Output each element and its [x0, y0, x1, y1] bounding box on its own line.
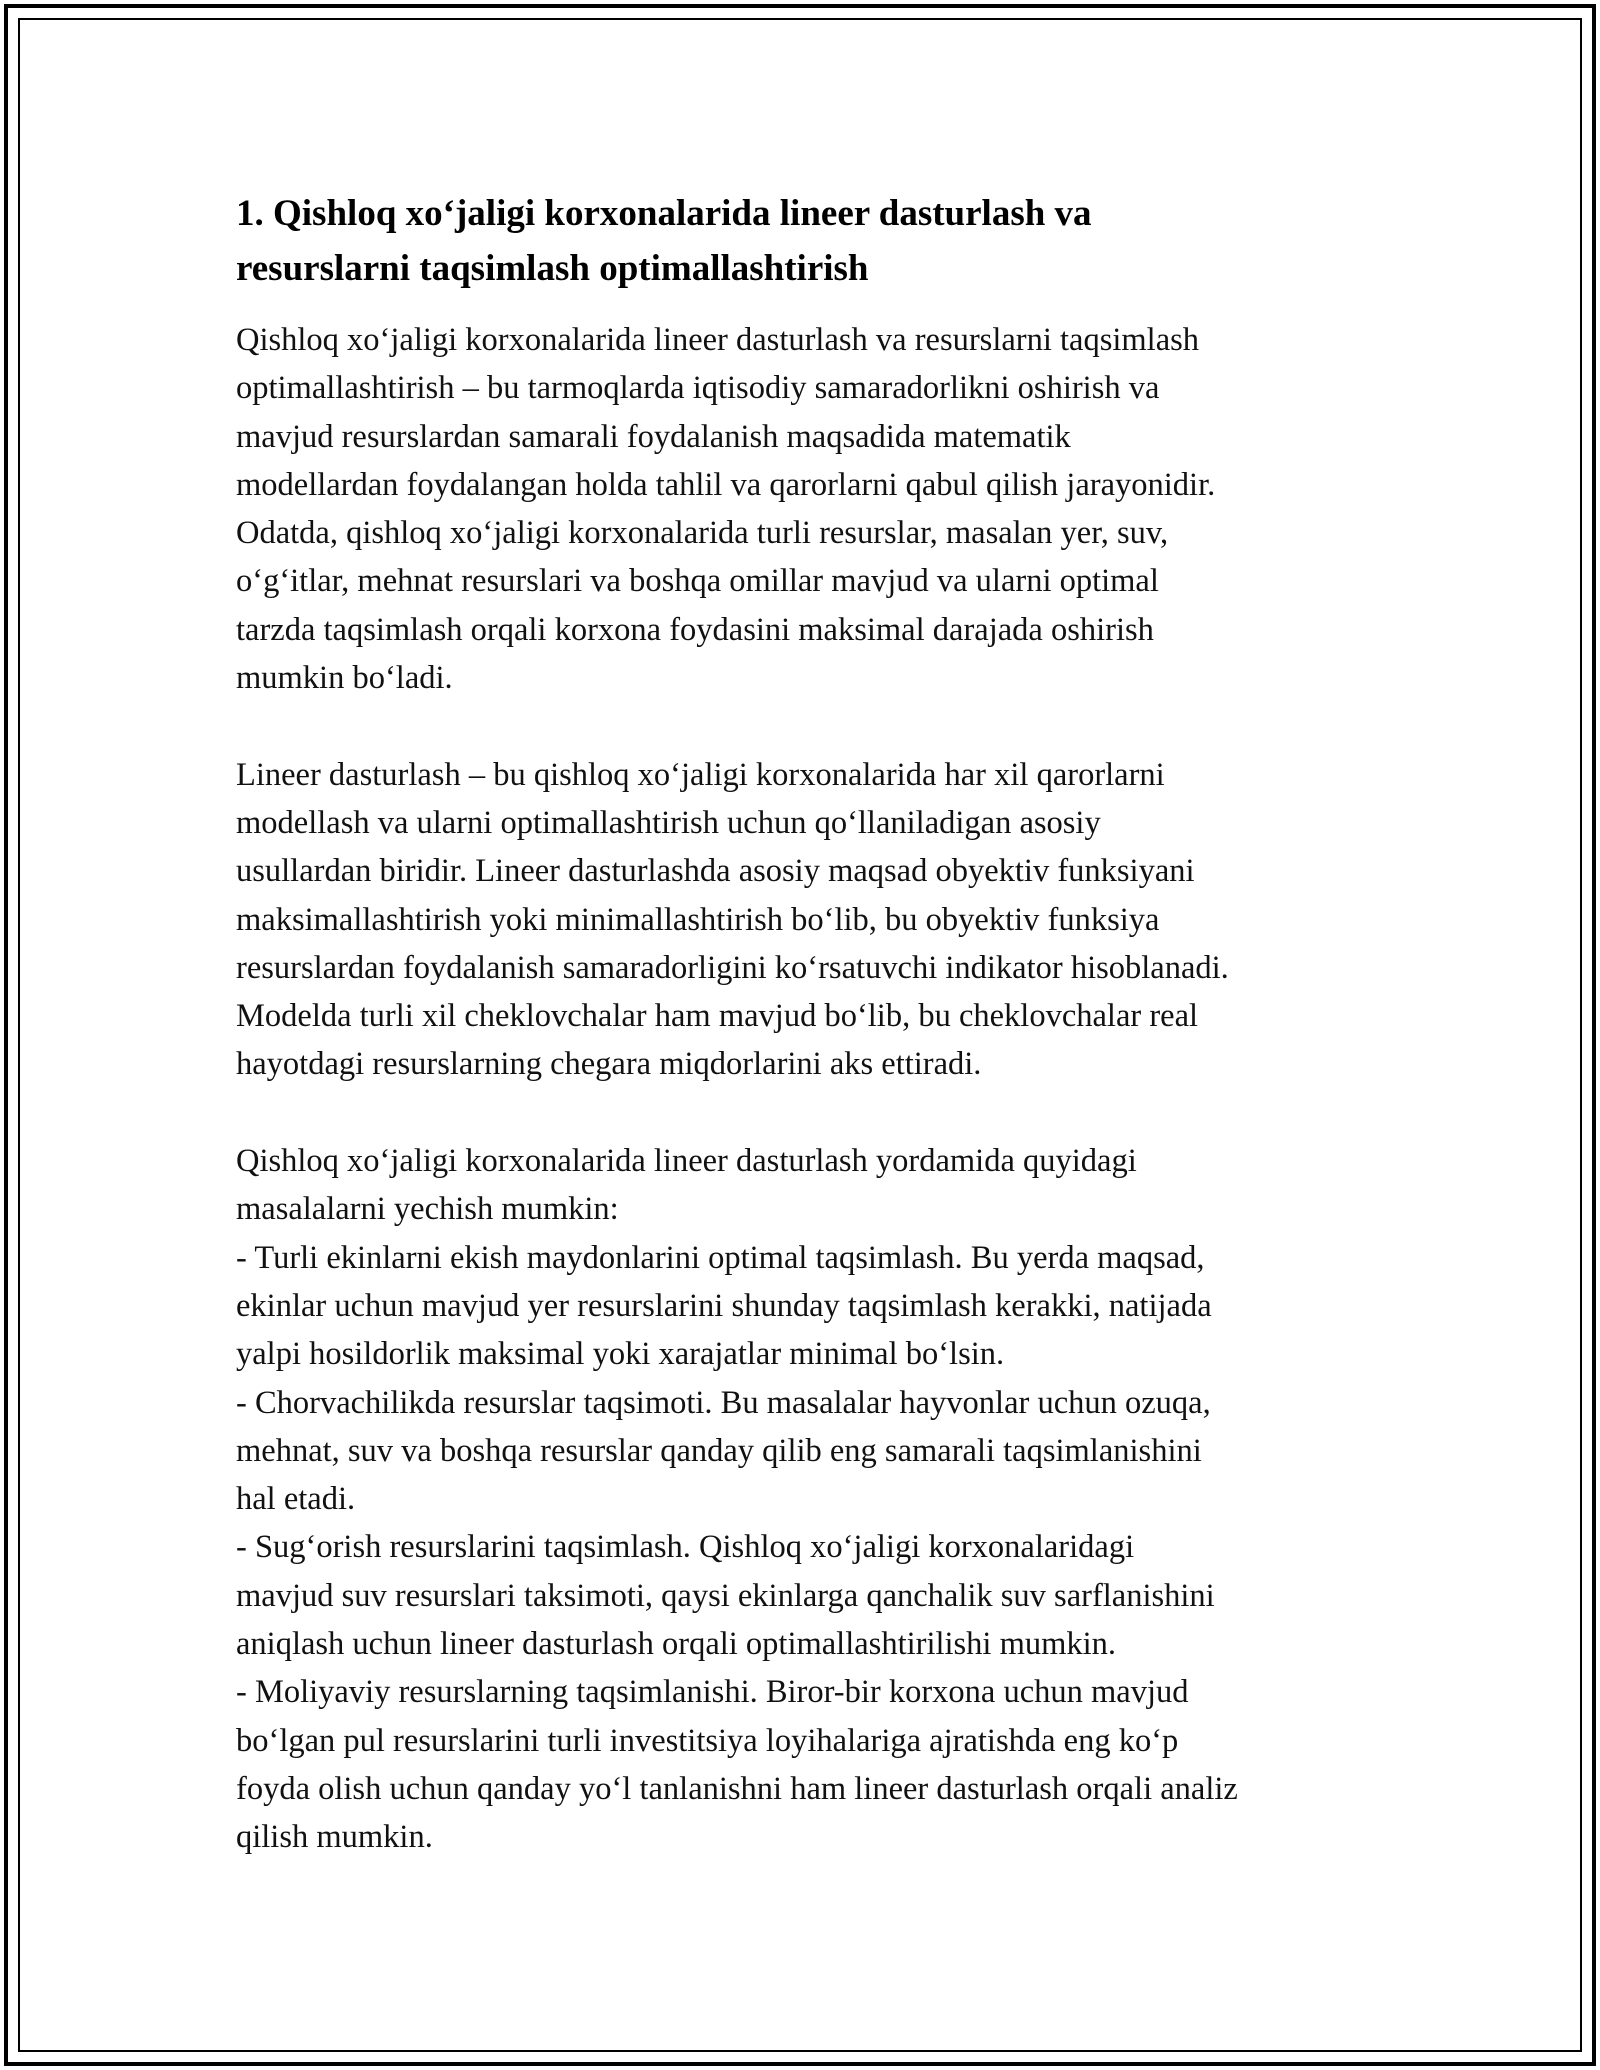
document-content: [236, 186, 1386, 1862]
document-title: 1. Qishloq xo‘jaligi korxonalarida lineer dasturlash va resurslarni taqsimlash optimallashtirish: [236, 193, 1092, 289]
document-body: Qishloq xo‘jaligi korxonalarida lineer dasturlash va resurslarni taqsimlash optimallashtirish – bu tarmoqlarda iqtisodiy samaradorlikni oshirish va mavjud resurslardan samarali foydalanish maqsadida matematik modellardan foydalangan holda tahlil va qarorlarni qabul qilish jarayonidir. Odatda, qishloq xo‘jaligi korxonalarida turli resurslar, masalan yer, suv, o‘g‘itlar, mehnat resurslari va boshqa omillar mavjud va ularni optimal tarzda taqsimlash orqali korxona foydasini maksimal darajada oshirish mumkin bo‘ladi. Lineer dasturlash – bu qishloq xo‘jaligi korxonalarida har xil qarorlarni modellash va ularni optimallashtirish uchun qo‘llaniladigan asosiy usullardan biridir. Lineer dasturlashda asosiy maqsad obyektiv funksiyani maksimallashtirish yoki minimallashtirish bo‘lib, bu obyektiv funksiya resurslardan foydalanish samaradorligini ko‘rsatuvchi indikator hisoblanadi. Modelda turli xil cheklovchalar ham mavjud bo‘lib, bu cheklovchalar real hayotdagi resurslarning chegara miqdorlarini aks ettiradi. Qishloq xo‘jaligi korxonalarida lineer dasturlash yordamida quyidagi masalalarni yechish mumkin: - Turli ekinlarni ekish maydonlarini optimal taqsimlash. Bu yerda maqsad, ekinlar uchun mavjud yer resurslarini shunday taqsimlash kerakki, natijada yalpi hosildorlik maksimal yoki xarajatlar minimal bo‘lsin. - Chorvachilikda resurslar taqsimoti. Bu masalalar hayvonlar uchun ozuqa, mehnat, suv va boshqa resurslar qanday qilib eng samarali taqsimlanishini hal etadi. - Sug‘orish resurslarini taqsimlash. Qishloq xo‘jaligi korxonalaridagi mavjud suv resurslari taksimoti, qaysi ekinlarga qanchalik suv sarflanishini aniqlash uchun lineer dasturlash orqali optimallashtirilishi mumkin. - Moliyaviy resurslarning taqsimlanishi. Biror-bir korxona uchun mavjud bo‘lgan pul resurslarini turli investitsiya loyihalariga ajratishda eng ko‘p foyda olish uchun qanday yo‘l tanlanishni ham lineer dasturlash orqali analiz qilish mumkin.: [236, 322, 1238, 1856]
